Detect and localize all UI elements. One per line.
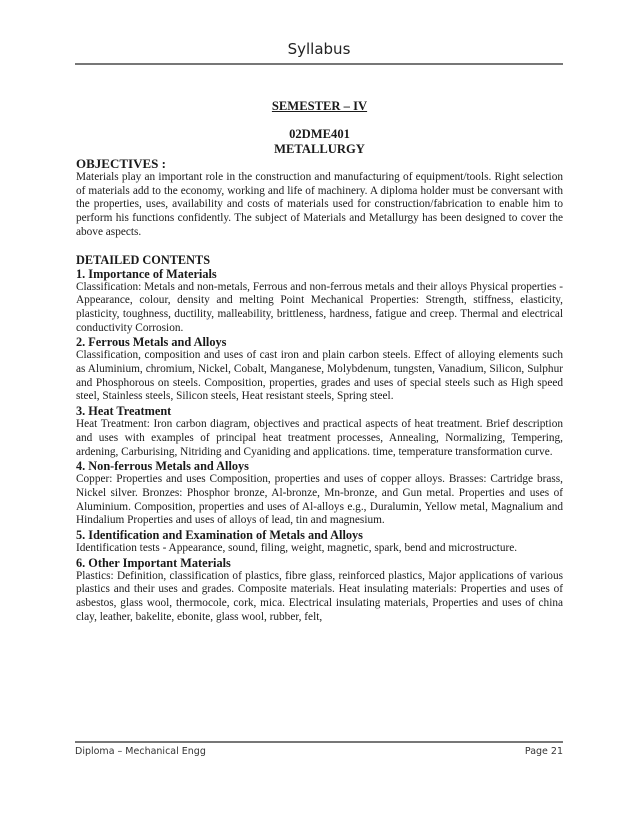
section-text: Classification: Metals and non-metals, Ferrous and non-ferrous metals and their alloys Physical properties - Appearance, colour, density and melting Point Mechanical Properties: Strength, stiffness, elasticity, plasticity, toughness, ductility, malleability, brittleness, hardness, fatigue and creep. Thermal and electrical conductivity Corrosion. [76, 280, 563, 334]
header-divider [75, 63, 563, 65]
section-text: Plastics: Definition, classification of plastics, fibre glass, reinforced plastics, Major applications of various plastics and their uses and grades. Composite materials. Heat insulating materials: Properties and uses of asbestos, glass wool, thermocole, cork, mica. Electrical insulating materials, Properties and uses of china clay, leather, bakelite, ebonite, glass wool, rubber, felt, [76, 569, 563, 623]
section-text: Copper: Properties and uses Composition, properties and uses of copper alloys. Brasses: Cartridge brass, Nickel silver. Bronzes: Phosphor bronze, Al-bronze, Mn-bronze, and Gun metal. Properties and uses of Aluminium. Composition, properties and uses of Al-alloys e.g., Duralumin, Yellow metal, Magnalium and Hindalium Properties and uses of alloys of lead, tin and magnesium. [76, 473, 563, 527]
page-header-title: Syllabus [287, 40, 351, 58]
semester-heading: SEMESTER – IV [271, 99, 368, 113]
section-text: Heat Treatment: Iron carbon diagram, objectives and practical aspects of heat treatment. Brief description and uses with examples of principal heat treatment processes, Annealing, Normalizing, Tempering, ardening, Carburising, Nitriding and Cyaniding and applications. time, temperature transformation curve. [76, 418, 563, 458]
section-heading: 3. Heat Treatment [76, 404, 172, 419]
objectives-text: Materials play an important role in the construction and manufacturing of equipment/tools. Right selection of materials add to the economy, working and life of machinery. A diploma holder must be conversant with the properties, uses, availability and costs of materials used for construction/fabrication to enable him to perform his functions confidently. The subject of Materials and Metallurgy has been designed to cover the above aspects. [76, 171, 563, 238]
section-heading: 2. Ferrous Metals and Alloys [76, 335, 227, 350]
objectives-heading: OBJECTIVES : [76, 156, 166, 171]
section-heading: 4. Non-ferrous Metals and Alloys [76, 459, 249, 474]
section-text: Identification tests - Appearance, sound, filing, weight, magnetic, spark, bend and microstructure. [76, 542, 518, 555]
syllabus-content [76, 99, 563, 625]
footer-program: Diploma – Mechanical Engg [75, 746, 206, 757]
page-number: Page 21 [524, 746, 563, 757]
footer-divider [75, 741, 563, 743]
course-code: 02DME401 [289, 127, 350, 141]
section-text: Classification, composition and uses of cast iron and plain carbon steels. Effect of alloying elements such as Aluminium, chromium, Nickel, Cobalt, Manganese, Molybdenum, tungsten, Vanadium, Silicon, Sulphur and Phosphorous on steels. Composition, properties, grades and uses of special steels such as High speed steel, Stainless steels, Silicon steels, Heat resistant steels, Spring steel. [76, 349, 563, 403]
section-heading: 1. Importance of Materials [76, 266, 217, 281]
section-heading: 5. Identification and Examination of Metals and Alloys [76, 528, 363, 543]
detailed-contents-heading: DETAILED CONTENTS [76, 252, 211, 267]
section-spacer [76, 240, 563, 253]
course-title: METALLURGY [274, 142, 365, 156]
section-heading: 6. Other Important Materials [76, 555, 231, 570]
